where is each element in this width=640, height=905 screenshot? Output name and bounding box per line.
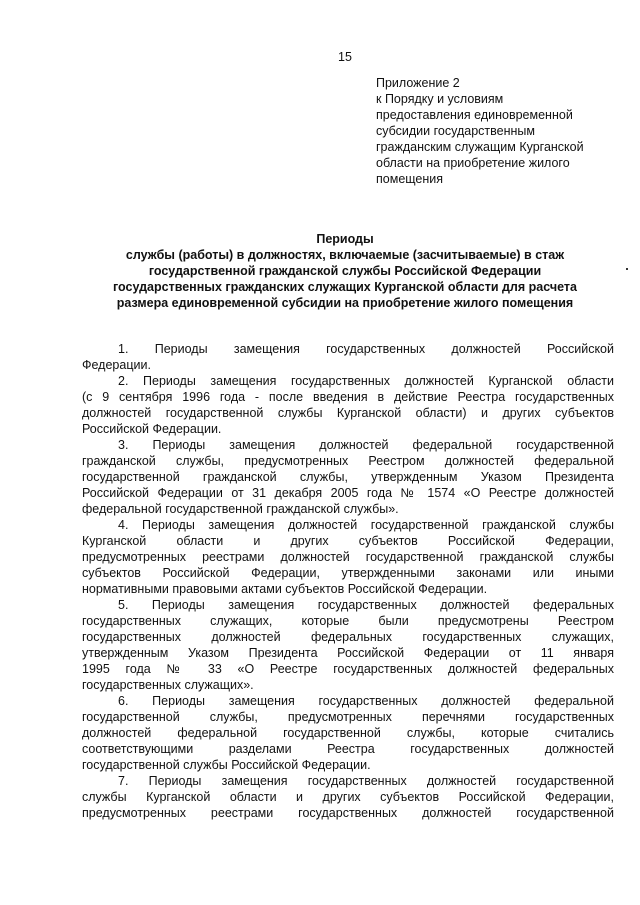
paragraph-line: службы Курганской области и других субъектов Российской Федерации, bbox=[82, 790, 614, 804]
paragraph-line: 6. Периоды замещения государственных должностей федеральной bbox=[118, 694, 614, 708]
paragraph-line: должностей федеральной государственной службы, которые считались bbox=[82, 726, 614, 740]
paragraph-line: субъектов Российской Федерации, утвержденными законами или иными bbox=[82, 566, 614, 580]
heading-line: размера единовременной субсидии на приобретение жилого помещения bbox=[116, 296, 574, 310]
appendix-line: предоставления единовременной bbox=[376, 108, 573, 122]
appendix-line: к Порядку и условиям bbox=[376, 92, 504, 106]
paragraph-line: 2. Периоды замещения государственных должностей Курганской области bbox=[118, 374, 614, 388]
paragraph-line: (с 9 сентября 1996 года - после введения в действие Реестра государственных bbox=[82, 390, 614, 404]
paragraph-line: 7. Периоды замещения государственных должностей государственной bbox=[118, 774, 614, 788]
paragraph-line: Курганской области и других субъектов Российской Федерации, bbox=[82, 534, 614, 548]
paragraph-line: 3. Периоды замещения должностей федеральной государственной bbox=[118, 438, 614, 452]
paragraph-line: Федерации. bbox=[82, 358, 151, 372]
list-item bbox=[82, 773, 614, 821]
paragraph-line: 1995 года № 33 «О Реестре государственных должностей федеральных bbox=[82, 662, 614, 676]
list-item bbox=[82, 373, 614, 437]
list-item bbox=[82, 437, 614, 517]
list-item bbox=[82, 341, 614, 373]
list-item bbox=[82, 693, 614, 773]
paragraph-line: Российской Федерации. bbox=[82, 422, 222, 436]
paragraph-line: гражданской службы, предусмотренных Реестром должностей федеральной bbox=[82, 454, 614, 468]
heading-line: службы (работы) в должностях, включаемые (засчитываемые) в стаж bbox=[125, 248, 565, 262]
appendix-line: субсидии государственным bbox=[376, 124, 535, 138]
paragraph-line: государственной службы, предусмотренных перечнями государственных bbox=[82, 710, 614, 724]
paragraph-line: государственных служащих». bbox=[82, 678, 254, 692]
heading-title: Периоды bbox=[316, 232, 374, 246]
document-heading bbox=[0, 231, 640, 311]
paragraph-line: федеральной государственной гражданской службы». bbox=[82, 502, 399, 516]
paragraph-line: утвержденным Указом Президента Российской Федерации от 11 января bbox=[82, 646, 614, 660]
page-number: 15 bbox=[338, 50, 352, 64]
paragraph-line: предусмотренных реестрами должностей государственной гражданской службы bbox=[82, 550, 614, 564]
list-item bbox=[82, 517, 614, 597]
paragraph-line: соответствующими разделами Реестра государственных должностей bbox=[82, 742, 614, 756]
paragraph-line: должностей государственной службы Курганской области) и других субъектов bbox=[82, 406, 614, 420]
appendix-line: Приложение 2 bbox=[376, 76, 460, 90]
appendix-line: области на приобретение жилого bbox=[376, 156, 570, 170]
appendix-line: помещения bbox=[376, 172, 444, 186]
document-body bbox=[82, 341, 614, 821]
paragraph-line: нормативными правовыми актами субъектов Российской Федерации. bbox=[82, 582, 488, 596]
appendix-block bbox=[376, 75, 621, 187]
paragraph-line: 4. Периоды замещения должностей государственной гражданской службы bbox=[118, 518, 614, 532]
heading-line: государственной гражданской службы Российской Федерации bbox=[148, 264, 542, 278]
paragraph-line: государственных должностей федеральных государственных служащих, bbox=[82, 630, 614, 644]
paragraph-line: предусмотренных реестрами государственных должностей государственной bbox=[82, 806, 614, 820]
paragraph-line: государственной службы Российской Федерации. bbox=[82, 758, 371, 772]
paragraph-line: 5. Периоды замещения государственных должностей федеральных bbox=[118, 598, 614, 612]
scan-speck bbox=[626, 268, 628, 270]
heading-line: государственных гражданских служащих Курганской области для расчета bbox=[113, 280, 577, 294]
paragraph-line: 1. Периоды замещения государственных должностей Российской bbox=[118, 342, 614, 356]
list-item bbox=[82, 597, 614, 693]
paragraph-line: государственной гражданской службы, утвержденным Указом Президента bbox=[82, 470, 614, 484]
appendix-line: гражданским служащим Курганской bbox=[376, 140, 584, 154]
paragraph-line: государственных служащих, которые были предусмотрены Реестром bbox=[82, 614, 614, 628]
paragraph-line: Российской Федерации от 31 декабря 2005 года № 1574 «О Реестре должностей bbox=[82, 486, 614, 500]
